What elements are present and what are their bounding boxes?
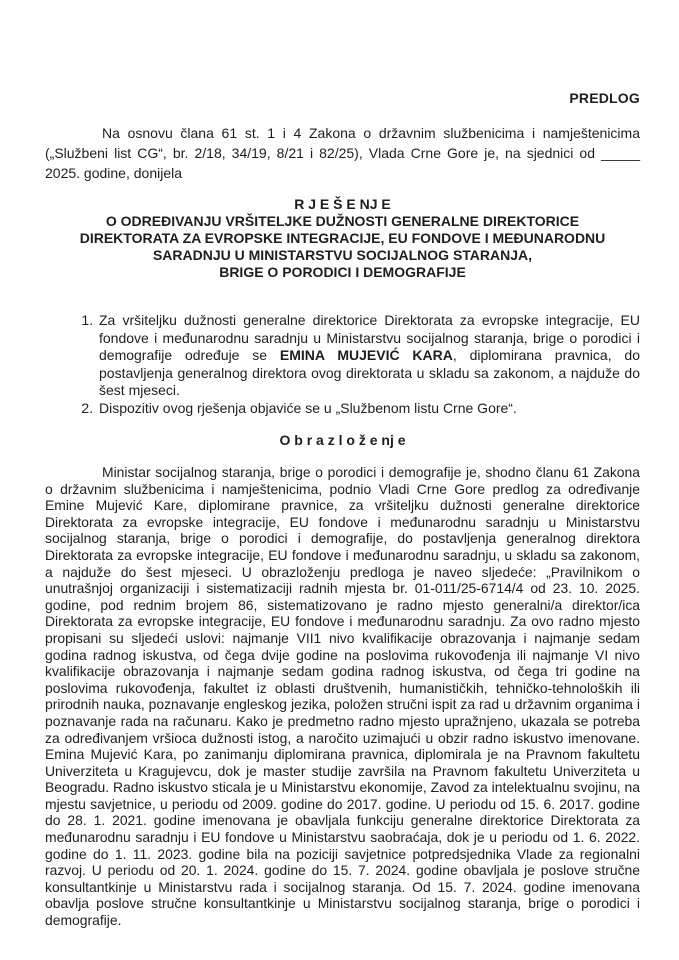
- section-heading-obrazlozenje: O b r a z l o ž e nj e: [279, 432, 406, 448]
- decision-item-1-text-pre: Za vršiteljku dužnosti generalne direktorice Direktorata za evropske integracije, EU fondove i međunarodnu saradnju u Ministarstvu socijalnog staranja, brige o porodici i demografije određuje se: [99, 312, 640, 363]
- title-line-4: SARADNJU U MINISTARSTVU SOCIJALNOG STARANJA,: [152, 247, 533, 263]
- decision-item-1: [97, 312, 640, 400]
- decision-item-2: [97, 400, 640, 418]
- intro-paragraph: Na osnovu člana 61 st. 1 i 4 Zakona o državnim službenicima i namještenicima („Službeni list CG“, br. 2/18, 34/19, 8/21 i 82/25), Vlada Crne Gore je, na sjednici od _____ 2025. godine, donijela: [45, 125, 640, 181]
- document-title: [45, 196, 640, 281]
- document-tag: PREDLOG: [569, 90, 640, 106]
- decision-list: [45, 312, 640, 417]
- title-line-rjesenje: R J E Š E NJ E: [294, 196, 391, 212]
- appointee-name: EMINA MUJEVIĆ KARA: [279, 347, 453, 363]
- explanation-paragraph: Ministar socijalnog staranja, brige o porodici i demografije je, shodno članu 61 Zakona o državnim službenicima i namještenicima, podnio Vladi Crne Gore predlog za određivanje Emine Mujević Kare, diplomirane pravnice, za vršiteljku dužnosti generalne direktorice Direktorata za evropske integracije, EU fondove i međunarodnu saradnju u Ministarstvu socijalnog staranja, brige o porodici i demografije, do postavljenja generalnog direktora Direktorata za evropske integracije, EU fondove i međunarodnu saradnju, u skladu sa zakonom, a najduže do šest mjeseci. U obrazloženju predloga je naveo sljedeće: „Pravilnikom o unutrašnjoj organizaciji i sistematizaciji radnih mjesta br. 01-011/25-6714/4 od 23. 10. 2025. godine, pod rednim brojem 86, sistematizovano je radno mjesto generalni/a direktor/ica Direktorata za evropske integracije, EU fondove i međunarodnu saradnju. Za ovo radno mjesto propisani su sljedeći uslovi: najmanje VII1 nivo kvalifikacije obrazovanja i najmanje sedam godina radnog iskustva, od čega dvije godine na poslovima rukovođenja ili najmanje VI nivo kvalifikacije obrazovanja i najmanje sedam godina radnog iskustva, od čega tri godine na poslovima rukovođenja, fakultet iz oblasti društvenih, humanističkih, tehničko-tehnoloških ili prirodnih nauka, poznavanje engleskog jezika, položen stručni ispit za rad u državnim organima i poznavanje rada na računaru. Kako je predmetno radno mjesto upražnjeno, ukazala se potreba za određivanjem vršioca dužnosti istog, a naročito uzimajući u obzir radno iskustvo imenovane. Emina Mujević Kara, po zanimanju diplomirana pravnica, diplomirala je na Pravnom fakultetu Univerziteta u Kragujevcu, dok je master studije završila na Pravnom fakultetu Univerziteta u Beogradu. Radno iskustvo sticala je u Ministarstvu ekonomije, Zavod za intelektualnu svojinu, na mjestu savjetnice, u periodu od 2009. godine do 2017. godine. U periodu od 15. 6. 2017. godine do 28. 1. 2021. godine imenovana je obavljala funkciju generalne direktorice Direktorata za međunarodnu saradnju i EU fondove u Ministarstvu saobraćaja, dok je u periodu od 1. 6. 2022. godine do 1. 11. 2023. godine bila na poziciji savjetnice potpredsjednika Vlade za regionalni razvoj. U periodu od 20. 1. 2024. godine do 15. 7. 2024. godine obavljala je poslove stručne konsultantkinje u Ministarstvu rada i socijalnog staranja. Od 15. 7. 2024. godine imenovana obavlja poslove stručne konsultantkinje u Ministarstvu socijalnog staranja, brige o porodici i demografije.: [45, 464, 640, 929]
- title-line-3: DIREKTORATA ZA EVROPSKE INTEGRACIJE, EU FONDOVE I MEĐUNARODNU: [79, 230, 606, 246]
- decision-item-2-text: Dispozitiv ovog rješenja objaviće se u „Službenom listu Crne Gore“.: [99, 399, 517, 416]
- title-line-2: O ODREĐIVANJU VRŠITELJKE DUŽNOSTI GENERALNE DIREKTORICE: [105, 213, 580, 229]
- title-line-5: BRIGE O PORODICI I DEMOGRAFIJE: [219, 264, 466, 280]
- decision-item-1-text-post: , diplomirana pravnica, do postavljenja generalnog direktora ovog direktorata u skladu sa zakonom, a najduže do šest mjeseci.: [99, 347, 640, 398]
